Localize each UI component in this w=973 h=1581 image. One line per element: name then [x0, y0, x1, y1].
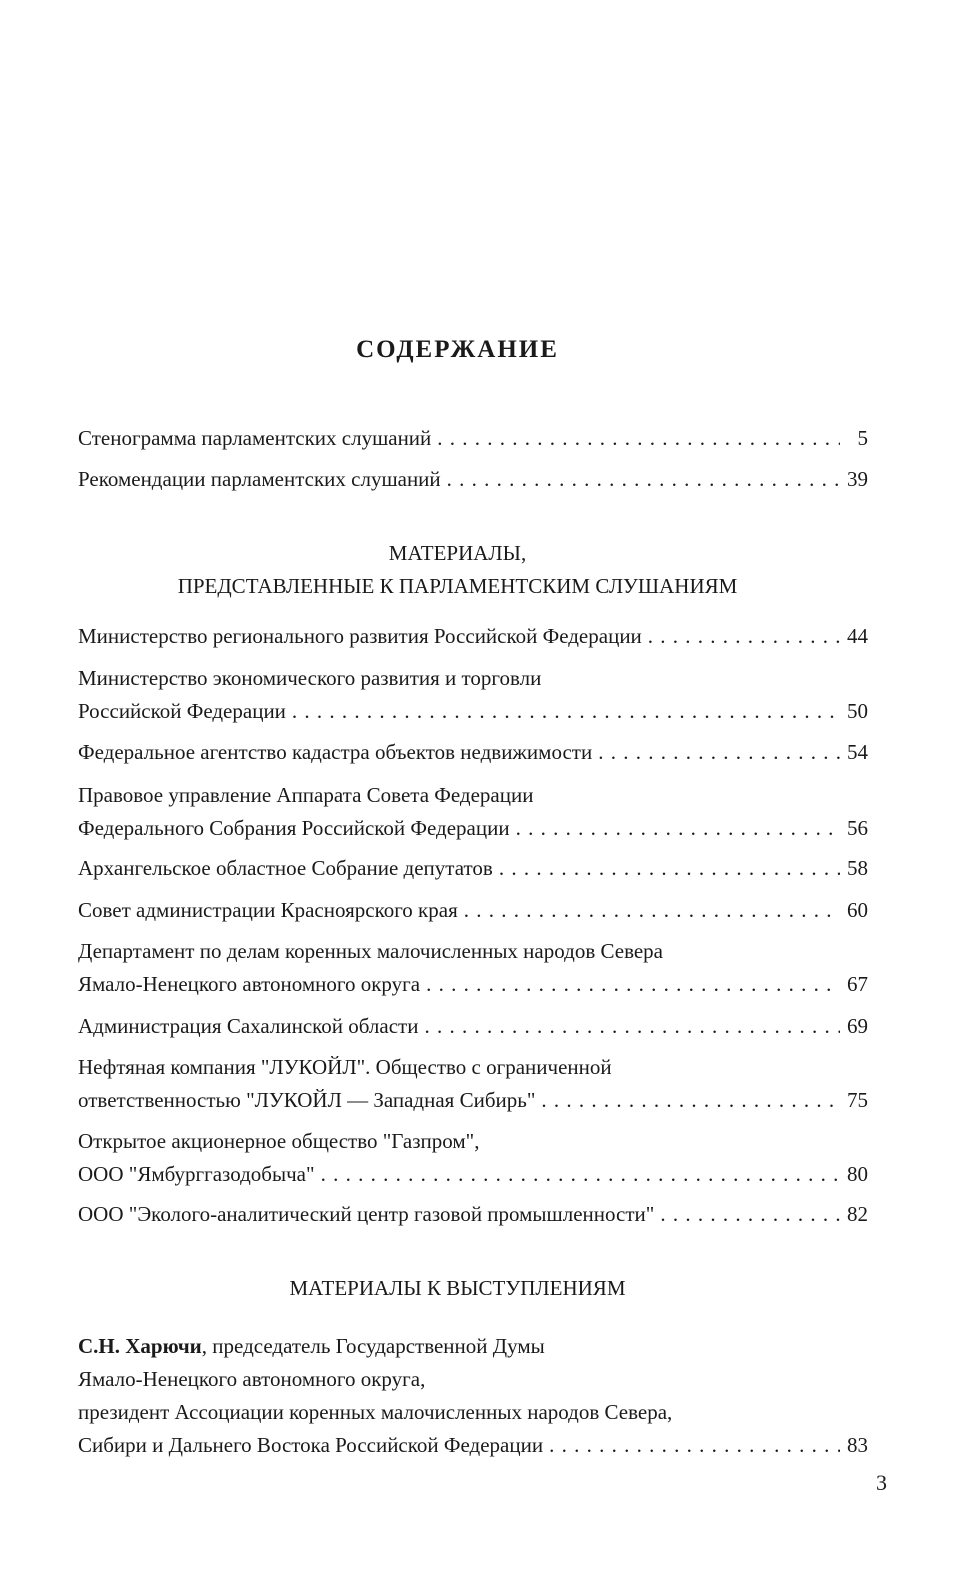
toc-entry-line — [78, 1330, 868, 1363]
toc-entry-text: Стенограмма парламентских слушаний — [78, 426, 432, 450]
toc-page-number: 39 — [847, 467, 868, 491]
dot-leader — [660, 1198, 840, 1231]
toc-entry[interactable] — [78, 1051, 868, 1117]
toc-entry[interactable] — [78, 1198, 868, 1231]
page-title: СОДЕРЖАНИЕ — [356, 336, 559, 363]
toc-entry[interactable] — [78, 852, 868, 885]
toc-entry[interactable] — [78, 1125, 868, 1191]
toc-page-number: 67 — [847, 972, 868, 996]
dot-leader — [549, 1429, 840, 1462]
toc-page-number: 5 — [857, 426, 868, 450]
toc-entry-line: Правовое управление Аппарата Совета Федерации — [78, 783, 534, 807]
toc-entry-line: Ямало-Ненецкого автономного округа, — [78, 1367, 426, 1391]
toc-entry-text: Администрация Сахалинской области — [78, 1014, 419, 1038]
toc-page-number: 58 — [847, 856, 868, 880]
toc-entry[interactable] — [78, 422, 868, 455]
toc-entry-text: Министерство регионального развития Российской Федерации — [78, 624, 642, 648]
toc-entry-text: Федерального Собрания Российской Федерации — [78, 816, 510, 840]
toc-page-number: 80 — [847, 1162, 868, 1186]
dot-leader — [464, 894, 840, 927]
toc-entry-text: ООО "Эколого-аналитический центр газовой промышленности" — [78, 1202, 655, 1226]
toc-entry[interactable] — [78, 662, 868, 728]
dot-leader — [426, 968, 840, 1001]
toc-entry[interactable] — [78, 894, 868, 927]
toc-entry-line: президент Ассоциации коренных малочисленных народов Севера, — [78, 1400, 673, 1424]
toc-page-number: 54 — [847, 740, 868, 764]
toc-page-number: 83 — [847, 1433, 868, 1457]
toc-entry-text: Сибири и Дальнего Востока Российской Федерации — [78, 1433, 544, 1457]
toc-entry[interactable] — [78, 1330, 868, 1462]
toc-entry-text: Архангельское областное Собрание депутатов — [78, 856, 493, 880]
dot-leader — [541, 1084, 840, 1117]
toc-entry-text: Федеральное агентство кадастра объектов недвижимости — [78, 740, 593, 764]
dot-leader — [424, 1010, 840, 1043]
toc-entry-text: Ямало-Ненецкого автономного округа — [78, 972, 421, 996]
toc-entry-line: Нефтяная компания "ЛУКОЙЛ". Общество с ограниченной — [78, 1055, 612, 1079]
toc-entry[interactable] — [78, 779, 868, 845]
toc-page-number: 50 — [847, 699, 868, 723]
dot-leader — [437, 422, 840, 455]
toc-entry[interactable] — [78, 935, 868, 1001]
toc-entry-line: Департамент по делам коренных малочисленных народов Севера — [78, 939, 664, 963]
toc-entry-text: ответственностью "ЛУКОЙЛ — Западная Сибирь" — [78, 1088, 536, 1112]
toc-entry-line: Открытое акционерное общество "Газпром", — [78, 1129, 480, 1153]
dot-leader — [292, 695, 840, 728]
dot-leader — [648, 620, 840, 653]
author-role: , председатель Государственной Думы — [201, 1334, 545, 1358]
section-heading — [0, 537, 915, 603]
toc-page-number: 56 — [847, 816, 868, 840]
toc-entry-text: ООО "Ямбурггазодобыча" — [78, 1162, 315, 1186]
toc-page-number: 75 — [847, 1088, 868, 1112]
dot-leader — [598, 736, 840, 769]
toc-entry-text: Российской Федерации — [78, 699, 286, 723]
toc-page-number: 82 — [847, 1202, 868, 1226]
toc-entry[interactable] — [78, 463, 868, 496]
section-heading: МАТЕРИАЛЫ К ВЫСТУПЛЕНИЯМ — [289, 1276, 626, 1300]
toc-entry-text: Рекомендации парламентских слушаний — [78, 467, 441, 491]
toc-entry[interactable] — [78, 620, 868, 653]
author-name: С.Н. Харючи — [78, 1334, 202, 1358]
toc-entry-text: Совет администрации Красноярского края — [78, 898, 458, 922]
toc-entry[interactable] — [78, 736, 868, 769]
dot-leader — [447, 463, 840, 496]
toc-page-number: 69 — [847, 1014, 868, 1038]
section-heading-line: МАТЕРИАЛЫ, — [388, 541, 527, 565]
toc-entry[interactable] — [78, 1010, 868, 1043]
dot-leader — [499, 852, 840, 885]
toc-entry-line: Министерство экономического развития и торговли — [78, 666, 542, 690]
dot-leader — [516, 812, 840, 845]
section-heading-line: ПРЕДСТАВЛЕННЫЕ К ПАРЛАМЕНТСКИМ СЛУШАНИЯМ — [177, 574, 738, 598]
dot-leader — [321, 1158, 840, 1191]
toc-page-number: 60 — [847, 898, 868, 922]
toc-page-number: 44 — [847, 624, 868, 648]
page-number: 3 — [876, 1470, 887, 1495]
